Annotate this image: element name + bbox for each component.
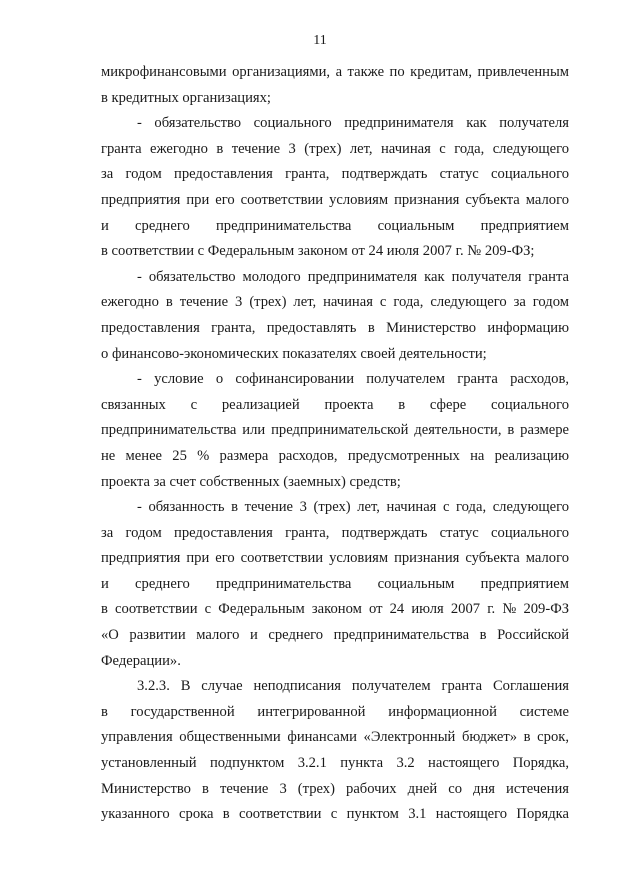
text-line: «О развитии малого и среднего предпринимательства в Российской [101, 627, 570, 644]
document-body [101, 60, 569, 828]
text-line: за годом предоставления гранта, подтверждать статус социального [101, 166, 570, 183]
text-line: ежегодно в течение 3 (трех) лет, начиная с года, следующего за годом [101, 294, 569, 311]
text-line: за годом предоставления гранта, подтверждать статус социального [101, 524, 570, 541]
text-line: в кредитных организациях; [101, 89, 271, 106]
page-number: 11 [313, 33, 327, 48]
text-line: - обязанность в течение 3 (трех) лет, начиная с года, следующего [137, 499, 569, 516]
text-line: предприятия при его соответствии условиям признания субъекта малого [101, 191, 569, 208]
text-line: микрофинансовыми организациями, а также по кредитам, привлеченным [101, 64, 569, 80]
text-line: установленный подпунктом 3.2.1 пункта 3.2 настоящего Порядка, [101, 755, 569, 772]
text-line: - обязательство социального предпринимателя как получателя [137, 115, 569, 132]
text-line: - условие о софинансировании получателем гранта расходов, [137, 371, 570, 388]
text-line: связанных с реализацией проекта в сфере социального [101, 396, 570, 413]
text-line: указанного срока в соответствии с пунктом 3.1 настоящего Порядка [101, 806, 570, 823]
paragraph-social-entrepreneur-obligation [101, 111, 569, 265]
text-line: проекта за счет собственных (заемных) средств; [101, 473, 401, 490]
text-line: и среднего предпринимательства социальным предприятием [101, 217, 570, 234]
paragraph-cofinancing-condition [101, 367, 569, 495]
text-line: не менее 25 % размера расходов, предусмотренных на реализацию [101, 447, 570, 464]
paragraph-clause-3-2-3 [101, 674, 569, 828]
text-line: Федерации». [101, 652, 181, 669]
paragraph-microfinance-continuation [101, 60, 569, 111]
text-line: в соответствии с Федеральным законом от 24 июля 2007 г. № 209-ФЗ [101, 601, 570, 618]
text-line: управления общественными финансами «Электронный бюджет» в срок, [101, 729, 569, 746]
paragraph-young-entrepreneur-obligation [101, 265, 569, 367]
text-line: предпринимательства или предпринимательской деятельности, в размере [101, 422, 569, 439]
text-line: предоставления гранта, предоставлять в Министерство информацию [101, 319, 569, 336]
text-line: 3.2.3. В случае неподписания получателем гранта Соглашения [137, 678, 570, 695]
text-line: о финансово-экономических показателях своей деятельности; [101, 345, 487, 362]
text-line: - обязательство молодого предпринимателя как получателя гранта [137, 268, 569, 285]
text-line: в соответствии с Федеральным законом от 24 июля 2007 г. № 209-ФЗ; [101, 243, 535, 260]
text-line: гранта ежегодно в течение 3 (трех) лет, начиная с года, следующего [101, 140, 569, 157]
text-line: и среднего предпринимательства социальным предприятием [101, 575, 570, 592]
text-line: предприятия при его соответствии условиям признания субъекта малого [101, 550, 569, 567]
text-line: Министерство в течение 3 (трех) рабочих дней со дня истечения [101, 780, 569, 797]
paragraph-status-confirmation-duty [101, 495, 569, 674]
text-line: в государственной интегрированной информационной системе [101, 703, 569, 720]
